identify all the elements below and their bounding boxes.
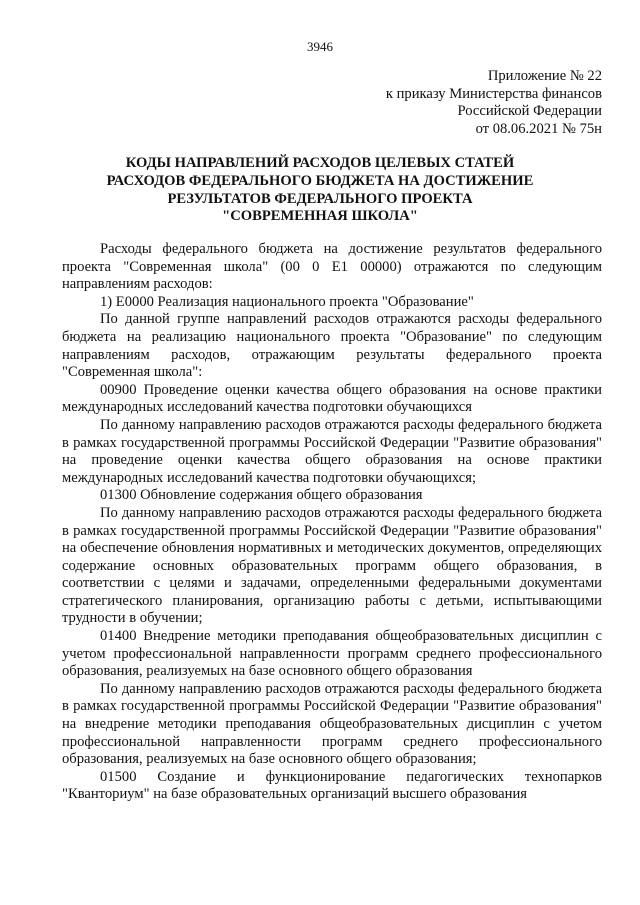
appendix-line: от 08.06.2021 № 75н: [475, 120, 602, 137]
appendix-block: [386, 68, 602, 138]
document-body: [62, 241, 602, 804]
paragraph: По данному направлению расходов отражаются расходы федерального бюджета в рамках государственной программы Российской Федерации "Развитие образования" на внедрение методики преподавания общеобразовательных дисциплин с учетом профессиональной направленности программ среднего профессионального образования, реализуемых на базе основного общего образования;: [62, 680, 602, 768]
paragraph: По данному направлению расходов отражаются расходы федерального бюджета в рамках государственной программы Российской Федерации "Развитие образования" на обеспечение обновления нормативных и методических документов, определяющих содержание основных образовательных программ общего образования, в соответствии с целями и задачами, определенными федеральными документами стратегического планирования, организацию работы с детьми, испытывающими трудности в обучении;: [62, 504, 602, 627]
section-heading: 00900 Проведение оценки качества общего образования на основе практики международных исследований качества подготовки обучающихся: [62, 381, 602, 416]
paragraph: По данной группе направлений расходов отражаются расходы федерального бюджета на реализацию национального проекта "Образование" по следующим направлениям расходов, отражающим результаты федерального проекта "Современная школа":: [62, 311, 602, 381]
document-title: [60, 155, 580, 226]
appendix-line: Приложение № 22: [487, 68, 602, 84]
title-line: РАСХОДОВ ФЕДЕРАЛЬНОГО БЮДЖЕТА НА ДОСТИЖЕНИЕ: [106, 172, 534, 189]
section-heading: 01300 Обновление содержания общего образования: [100, 487, 423, 504]
title-line: КОДЫ НАПРАВЛЕНИЙ РАСХОДОВ ЦЕЛЕВЫХ СТАТЕЙ: [125, 155, 515, 171]
title-line: РЕЗУЛЬТАТОВ ФЕДЕРАЛЬНОГО ПРОЕКТА: [167, 190, 473, 207]
appendix-line: Российской Федерации: [457, 103, 602, 120]
title-line: "СОВРЕМЕННАЯ ШКОЛА": [222, 208, 418, 225]
section-heading: 1) Е0000 Реализация национального проекта "Образование": [100, 293, 474, 310]
paragraph: По данному направлению расходов отражаются расходы федерального бюджета в рамках государственной программы Российской Федерации "Развитие образования" на проведение оценки качества общего образования на основе практики международных исследований качества подготовки обучающихся;: [62, 416, 602, 486]
section-heading: 01400 Внедрение методики преподавания общеобразовательных дисциплин с учетом профессиональной направленности программ среднего профессионального образования, реализуемых на базе основного общего образования: [62, 628, 602, 680]
section-heading: 01500 Создание и функционирование педагогических технопарков "Кванториум" на базе образовательных организаций высшего образования: [62, 768, 602, 803]
paragraph: Расходы федерального бюджета на достижение результатов федерального проекта "Современная школа" (00 0 Е1 00000) отражаются по следующим направлениям расходов:: [62, 241, 602, 293]
appendix-line: к приказу Министерства финансов: [385, 85, 602, 102]
page-number: 3946: [307, 39, 333, 54]
